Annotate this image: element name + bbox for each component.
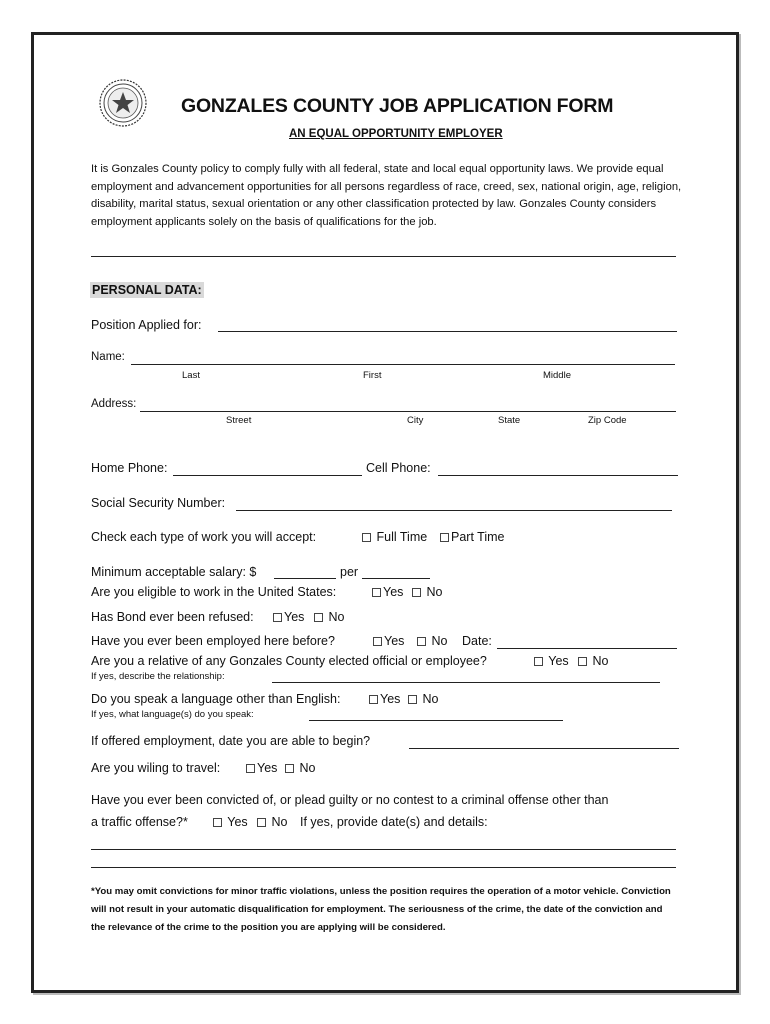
name-field[interactable] — [131, 364, 675, 365]
checkbox-icon[interactable] — [417, 637, 426, 646]
form-subtitle: AN EQUAL OPPORTUNITY EMPLOYER — [289, 128, 503, 140]
ssn-label: Social Security Number: — [91, 496, 226, 510]
relative-no-option[interactable] — [576, 654, 608, 668]
travel-yes-option[interactable] — [244, 761, 277, 775]
convicted-label: Have you ever been convicted of, or plead guilty or no contest to a criminal offense other than — [91, 793, 609, 807]
checkbox-icon[interactable] — [412, 588, 421, 597]
yes-label: Yes — [257, 761, 278, 775]
relative-describe-label: If yes, describe the relationship: — [91, 671, 225, 682]
yes-label: Yes — [383, 585, 404, 599]
addr-street-caption: Street — [226, 415, 252, 426]
county-seal-icon — [98, 78, 148, 128]
home-phone-label: Home Phone: — [91, 461, 168, 475]
full-time-option[interactable] — [360, 530, 427, 544]
convicted-label-2: a traffic offense?* — [91, 815, 188, 829]
checkbox-icon[interactable] — [369, 695, 378, 704]
yes-label: Yes — [384, 634, 405, 648]
convicted-details-line-1[interactable] — [91, 849, 676, 850]
bond-yes-option[interactable] — [271, 610, 304, 624]
position-label: Position Applied for: — [91, 318, 202, 332]
eligible-no-option[interactable] — [410, 585, 442, 599]
yes-label: Yes — [380, 692, 401, 706]
checkbox-icon[interactable] — [578, 657, 587, 666]
travel-no-option[interactable] — [283, 761, 315, 775]
ssn-field[interactable] — [236, 510, 672, 511]
convicted-details-line-2[interactable] — [91, 867, 676, 868]
employed-yes-option[interactable] — [371, 634, 404, 648]
no-label: No — [271, 815, 288, 829]
addr-city-caption: City — [407, 415, 424, 426]
name-middle-caption: Middle — [543, 370, 571, 381]
no-label: No — [592, 654, 609, 668]
address-field[interactable] — [140, 411, 676, 412]
no-label: No — [426, 585, 443, 599]
relative-yes-option[interactable] — [532, 654, 569, 668]
section-title: PERSONAL DATA: — [92, 283, 202, 297]
language-label: Do you speak a language other than English: — [91, 692, 341, 706]
no-label: No — [431, 634, 448, 648]
part-time-label: Part Time — [451, 530, 505, 544]
employed-date-field[interactable] — [497, 648, 677, 649]
checkbox-icon[interactable] — [372, 588, 381, 597]
addr-state-caption: State — [498, 415, 521, 426]
form-title: GONZALES COUNTY JOB APPLICATION FORM — [181, 95, 614, 117]
cell-phone-field[interactable] — [438, 475, 678, 476]
checkbox-icon[interactable] — [213, 818, 222, 827]
name-first-caption: First — [363, 370, 382, 381]
checkbox-icon[interactable] — [362, 533, 371, 542]
language-yes-option[interactable] — [367, 692, 400, 706]
no-label: No — [328, 610, 345, 624]
name-last-caption: Last — [182, 370, 200, 381]
relative-describe-field[interactable] — [272, 682, 660, 683]
no-label: No — [299, 761, 316, 775]
salary-label: Minimum acceptable salary: $ — [91, 565, 257, 579]
bond-label: Has Bond ever been refused: — [91, 610, 254, 624]
salary-per-label: per — [340, 565, 359, 579]
salary-amount-field[interactable] — [274, 578, 336, 579]
start-date-label: If offered employment, date you are able to begin? — [91, 734, 371, 748]
employed-no-option[interactable] — [415, 634, 447, 648]
bond-no-option[interactable] — [312, 610, 344, 624]
travel-label: Are you wiling to travel: — [91, 761, 221, 775]
language-which-field[interactable] — [309, 720, 563, 721]
yes-label: Yes — [284, 610, 305, 624]
no-label: No — [422, 692, 439, 706]
language-no-option[interactable] — [406, 692, 438, 706]
yes-label: Yes — [227, 815, 248, 829]
position-field[interactable] — [218, 331, 677, 332]
checkbox-icon[interactable] — [285, 764, 294, 773]
checkbox-icon[interactable] — [408, 695, 417, 704]
checkbox-icon[interactable] — [257, 818, 266, 827]
checkbox-icon[interactable] — [246, 764, 255, 773]
relative-label: Are you a relative of any Gonzales County elected official or employee? — [91, 654, 487, 668]
yes-label: Yes — [548, 654, 569, 668]
language-which-label: If yes, what language(s) do you speak: — [91, 709, 254, 720]
work-type-label: Check each type of work you will accept: — [91, 530, 317, 544]
divider — [91, 256, 676, 257]
eligible-label: Are you eligible to work in the United States: — [91, 585, 337, 599]
full-time-label: Full Time — [376, 530, 428, 544]
cell-phone-label: Cell Phone: — [366, 461, 431, 475]
convicted-details-label: If yes, provide date(s) and details: — [300, 815, 488, 829]
employed-date-label: Date: — [462, 634, 492, 648]
convictions-footnote: *You may omit convictions for minor traffic violations, unless the position requires the operation of a motor vehicle. Conviction will not result in your automatic disqualification for employment. The seriousness of the crime, the date of the conviction and the relevance of the crime to the position you are applying will be considered. — [91, 886, 671, 933]
checkbox-icon[interactable] — [440, 533, 449, 542]
employed-before-label: Have you ever been employed here before? — [91, 634, 335, 648]
checkbox-icon[interactable] — [373, 637, 382, 646]
convicted-yes-option[interactable] — [211, 815, 248, 829]
part-time-option[interactable] — [438, 530, 505, 544]
checkbox-icon[interactable] — [534, 657, 543, 666]
salary-period-field[interactable] — [362, 578, 430, 579]
checkbox-icon[interactable] — [273, 613, 282, 622]
addr-zip-caption: Zip Code — [588, 415, 627, 426]
home-phone-field[interactable] — [173, 475, 362, 476]
name-label: Name: — [91, 351, 125, 363]
start-date-field[interactable] — [409, 748, 679, 749]
eligible-yes-option[interactable] — [370, 585, 403, 599]
policy-paragraph: It is Gonzales County policy to comply fully with all federal, state and local equal opportunity laws. We provide equal employment and advancement opportunities for all persons regardless of race, creed, sex, national origin, age, religion, disability, marital status, sexual orientation or any other classification protected by law. Gonzales County considers employment applicants solely on the basis of qualifications for the job. — [91, 163, 682, 228]
address-label: Address: — [91, 398, 137, 410]
checkbox-icon[interactable] — [314, 613, 323, 622]
convicted-no-option[interactable] — [255, 815, 287, 829]
